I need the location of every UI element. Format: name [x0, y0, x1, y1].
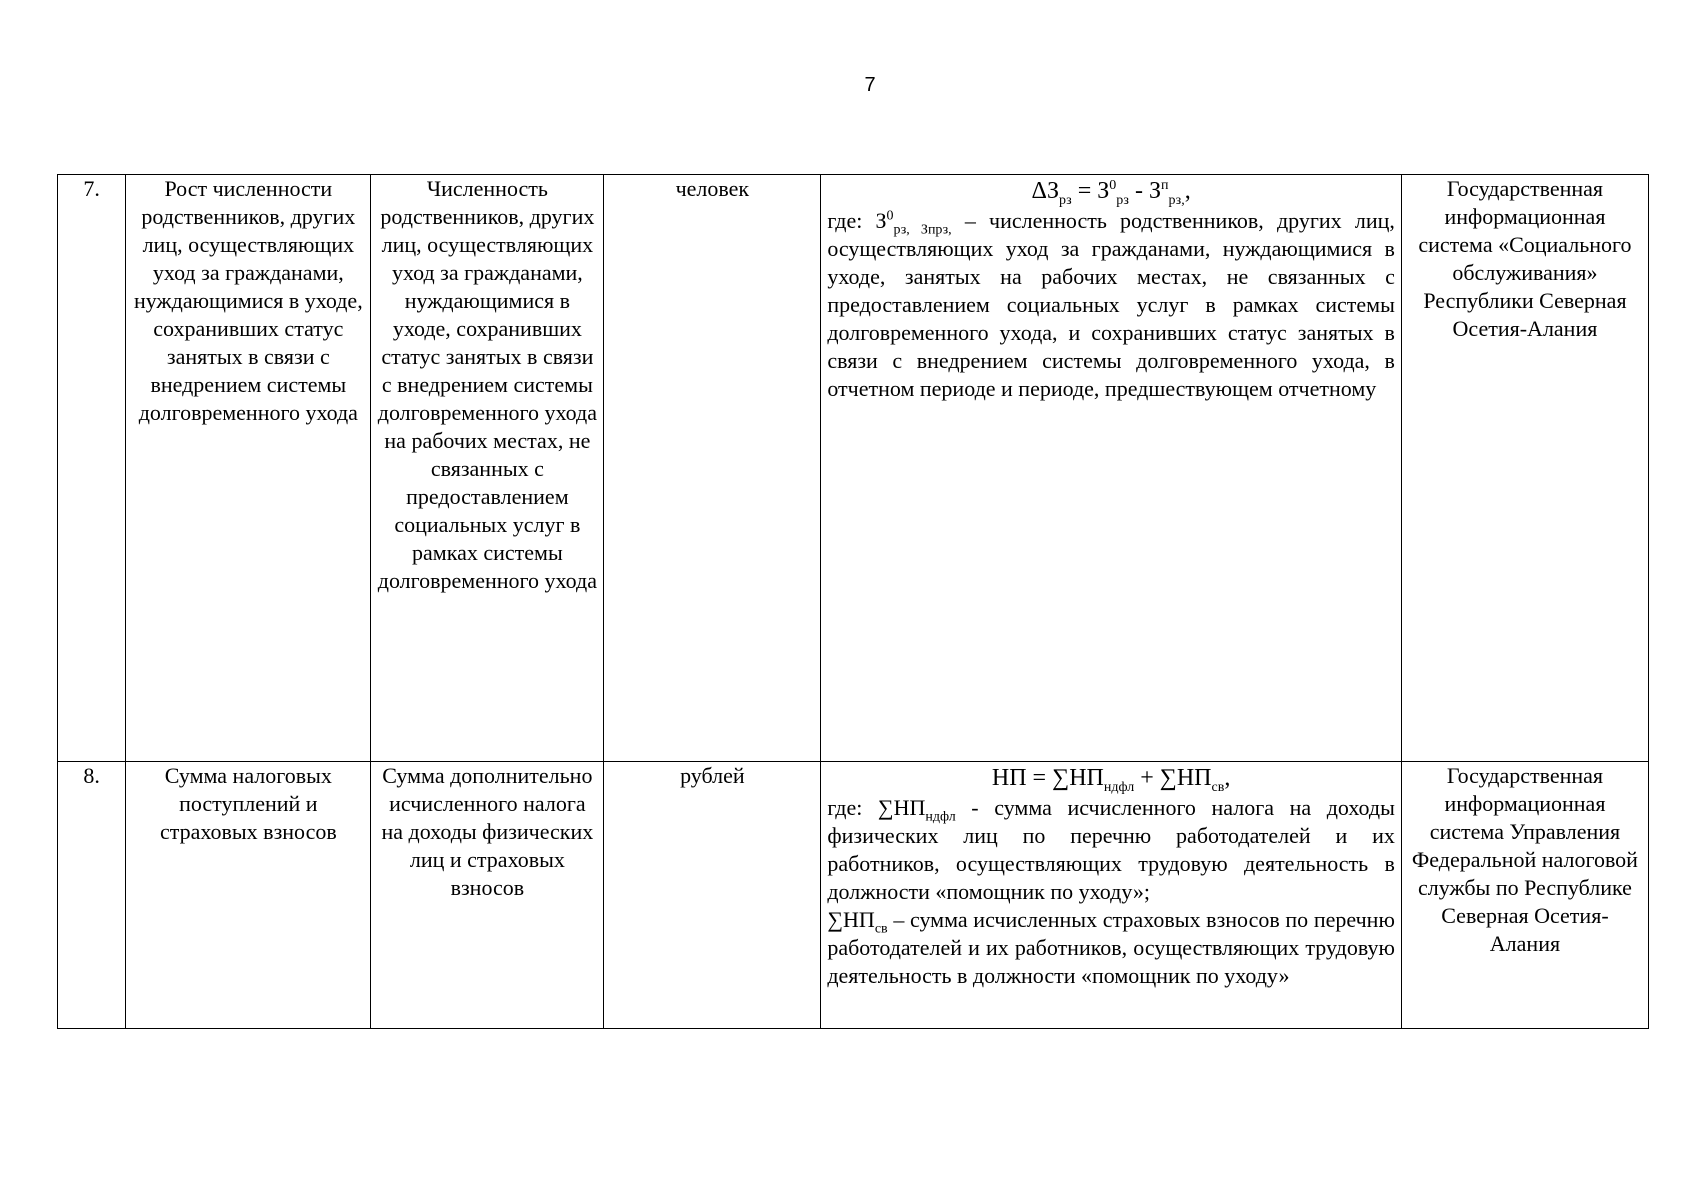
formula-description: $\sum НП_{св}$ – сумма исчисленных страховых взносов по перечню работодателей и их работников, осуществляющих трудовую деятельность в должности «помощник по уходу» [827, 907, 1395, 988]
data-source: Государственная информационная система «Социального обслуживания» Республики Северная Осетия-Алания [1401, 175, 1648, 762]
indicator-name: Сумма налоговых поступлений и страховых взносов [126, 762, 371, 1029]
formula-description: где: $\sum НП_{ндфл}$ - сумма исчисленного налога на доходы физических лиц по перечню работодателей и их работников, осуществляющих трудовую деятельность в должности «помощник по уходу»; [827, 795, 1395, 904]
indicator-name: Рост численности родственников, других лиц, осуществляющих уход за гражданами, нуждающимися в уходе, сохранивших статус занятых в связи с внедрением системы долговременного ухода [126, 175, 371, 762]
data-source: Государственная информационная система Управления Федеральной налоговой службы по Республике Северная Осетия-Алания [1401, 762, 1648, 1029]
table-row [58, 762, 1649, 1029]
row-number: 8. [58, 762, 126, 1029]
unit-of-measure: рублей [604, 762, 821, 1029]
formula: $\Delta З_{рз} = З^0_{рз} - З^п_{рз,}$, [1031, 178, 1191, 208]
calculation-method [821, 175, 1402, 762]
row-number: 7. [58, 175, 126, 762]
formula-description: где: $З^0_{рз, Зпрз,}$ – численность родственников, других лиц, осуществляющих уход за гражданами, нуждающимися в уходе, занятых на рабочих местах, не связанных с предоставлением социальных услуг в рамках системы долговременного ухода, и сохранивших статус занятых в связи с внедрением системы долговременного ухода, в отчетном периоде и периоде, предшествующем отчетному [827, 208, 1395, 401]
calculation-method [821, 762, 1402, 1029]
formula: НП = $\sum НП_{ндфл} + \sum НП_{св}$, [991, 765, 1231, 795]
indicator-definition: Сумма дополнительно исчисленного налога на доходы физических лиц и страховых взносов [371, 762, 604, 1029]
page-number: 7 [864, 74, 876, 96]
table-row [58, 175, 1649, 762]
indicators-table [57, 174, 1649, 1029]
indicator-definition: Численность родственников, других лиц, осуществляющих уход за гражданами, нуждающимися в уходе, сохранивших статус занятых в связи с внедрением системы долговременного ухода на рабочих местах, не связанных с предоставлением социальных услуг в рамках системы долговременного ухода [371, 175, 604, 762]
unit-of-measure: человек [604, 175, 821, 762]
